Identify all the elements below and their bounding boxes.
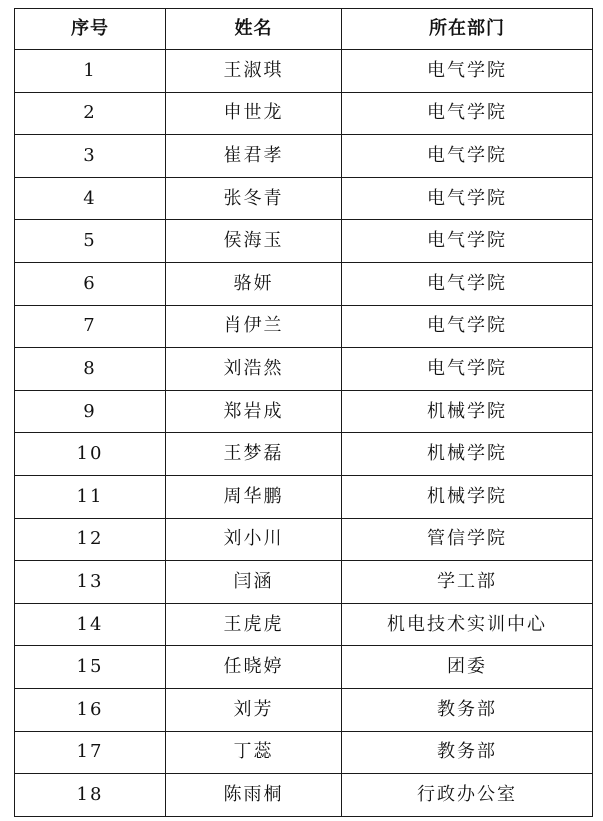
cell-no: 2 [15, 92, 166, 135]
cell-no: 18 [15, 774, 166, 817]
cell-name: 任晓婷 [166, 646, 342, 689]
cell-name: 刘芳 [166, 688, 342, 731]
cell-no: 4 [15, 177, 166, 220]
cell-dept: 机械学院 [342, 475, 593, 518]
cell-name: 郑岩成 [166, 390, 342, 433]
table-row [15, 433, 593, 476]
table-row [15, 262, 593, 305]
cell-name: 王淑琪 [166, 50, 342, 93]
cell-dept: 行政办公室 [342, 774, 593, 817]
cell-name: 丁蕊 [166, 731, 342, 774]
cell-no: 5 [15, 220, 166, 263]
table-row [15, 135, 593, 178]
cell-no: 9 [15, 390, 166, 433]
cell-name: 侯海玉 [166, 220, 342, 263]
cell-dept: 学工部 [342, 561, 593, 604]
cell-name: 王梦磊 [166, 433, 342, 476]
cell-dept: 电气学院 [342, 50, 593, 93]
table-row [15, 688, 593, 731]
cell-no: 1 [15, 50, 166, 93]
table-header-row [15, 9, 593, 50]
cell-dept: 电气学院 [342, 135, 593, 178]
cell-dept: 机电技术实训中心 [342, 603, 593, 646]
table-row [15, 92, 593, 135]
table-row [15, 561, 593, 604]
cell-no: 13 [15, 561, 166, 604]
cell-name: 肖伊兰 [166, 305, 342, 348]
header-dept: 所在部门 [342, 9, 593, 50]
table-row [15, 774, 593, 817]
cell-dept: 教务部 [342, 688, 593, 731]
table-row [15, 646, 593, 689]
cell-name: 刘小川 [166, 518, 342, 561]
cell-no: 3 [15, 135, 166, 178]
table-row [15, 305, 593, 348]
cell-name: 王虎虎 [166, 603, 342, 646]
cell-no: 6 [15, 262, 166, 305]
cell-name: 张冬青 [166, 177, 342, 220]
cell-no: 16 [15, 688, 166, 731]
cell-no: 8 [15, 348, 166, 391]
cell-dept: 电气学院 [342, 262, 593, 305]
header-no: 序号 [15, 9, 166, 50]
cell-dept: 电气学院 [342, 348, 593, 391]
cell-dept: 电气学院 [342, 220, 593, 263]
table-row [15, 50, 593, 93]
table-row [15, 518, 593, 561]
table-row [15, 348, 593, 391]
cell-no: 12 [15, 518, 166, 561]
cell-name: 闫涵 [166, 561, 342, 604]
table-body [15, 50, 593, 817]
cell-dept: 电气学院 [342, 177, 593, 220]
cell-name: 刘浩然 [166, 348, 342, 391]
cell-dept: 管信学院 [342, 518, 593, 561]
table-row [15, 390, 593, 433]
cell-dept: 机械学院 [342, 433, 593, 476]
roster-table [14, 8, 593, 817]
cell-name: 崔君孝 [166, 135, 342, 178]
cell-no: 10 [15, 433, 166, 476]
table-row [15, 603, 593, 646]
document-page [14, 8, 592, 817]
table-row [15, 475, 593, 518]
cell-no: 17 [15, 731, 166, 774]
cell-name: 骆妍 [166, 262, 342, 305]
cell-dept: 电气学院 [342, 305, 593, 348]
cell-name: 陈雨桐 [166, 774, 342, 817]
header-name: 姓名 [166, 9, 342, 50]
cell-no: 7 [15, 305, 166, 348]
cell-no: 15 [15, 646, 166, 689]
cell-no: 14 [15, 603, 166, 646]
cell-name: 周华鹏 [166, 475, 342, 518]
cell-no: 11 [15, 475, 166, 518]
table-row [15, 177, 593, 220]
cell-dept: 电气学院 [342, 92, 593, 135]
cell-name: 申世龙 [166, 92, 342, 135]
cell-dept: 机械学院 [342, 390, 593, 433]
cell-dept: 教务部 [342, 731, 593, 774]
table-row [15, 731, 593, 774]
table-row [15, 220, 593, 263]
cell-dept: 团委 [342, 646, 593, 689]
